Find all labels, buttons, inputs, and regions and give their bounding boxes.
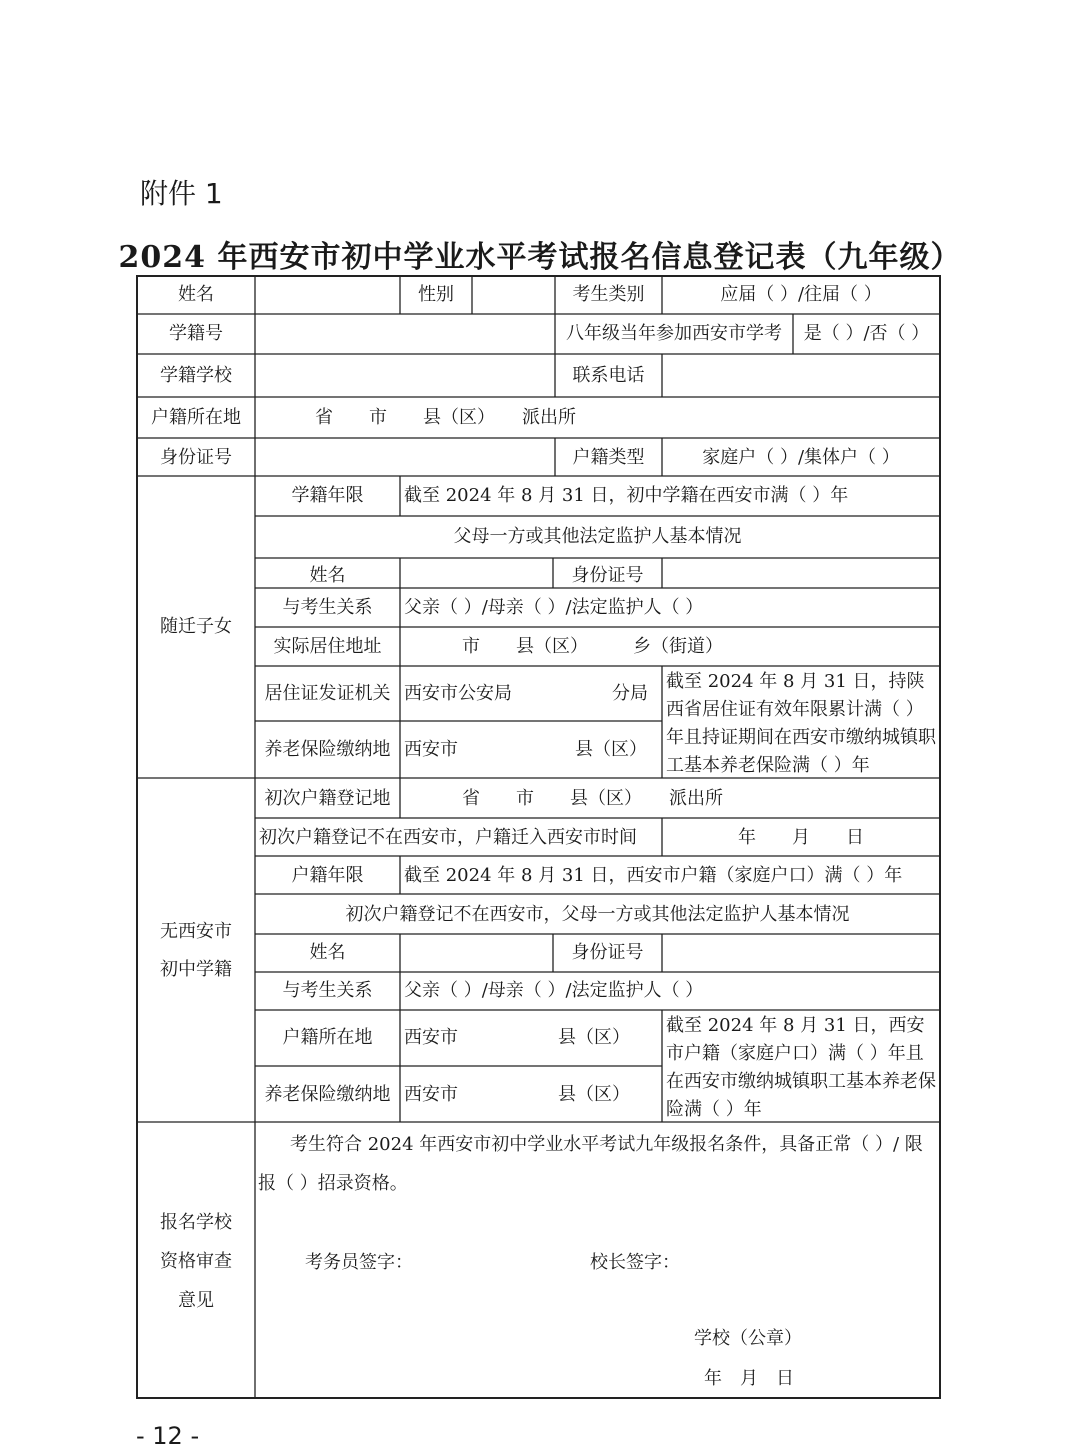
transfer-label: 初次户籍登记不在西安市，户籍迁入西安市时间 xyxy=(259,827,637,848)
migrant-address-template: 市 县（区） 乡（街道） xyxy=(462,636,723,657)
migrant-address-label: 实际居住地址 xyxy=(273,636,382,657)
nonlocal-relation-options: 父亲（ ）/母亲（ ）/法定监护人（ ） xyxy=(404,980,704,1001)
nonlocal-guardian-name-label: 姓名 xyxy=(309,942,346,963)
nonlocal-hukou-location-label: 户籍所在地 xyxy=(282,1027,373,1048)
transfer-date-template: 年 月 日 xyxy=(738,827,864,848)
migrant-guardian-name-label: 姓名 xyxy=(309,565,346,586)
migrant-enroll-years-text: 截至 2024 年 8 月 31 日，初中学籍在西安市满（ ）年 xyxy=(404,485,849,506)
phone-label: 联系电话 xyxy=(572,365,645,386)
nonlocal-relation-label: 与考生关系 xyxy=(282,980,373,1001)
review-date-template: 年 月 日 xyxy=(704,1368,794,1389)
migrant-pension-value: 西安市 xyxy=(404,739,458,760)
principal-sign-label: 校长签字： xyxy=(590,1252,680,1273)
school-label: 学籍学校 xyxy=(160,365,232,386)
school-seal-label: 学校（公章） xyxy=(694,1328,802,1349)
hukou-years-label: 户籍年限 xyxy=(291,865,364,886)
permit-issuer-label: 居住证发证机关 xyxy=(264,683,391,704)
migrant-guardian-id-label: 身份证号 xyxy=(571,565,644,586)
migrant-section-label: 随迁子女 xyxy=(160,616,232,637)
category-label: 考生类别 xyxy=(572,284,645,305)
hukou-type-label: 户籍类型 xyxy=(572,447,645,468)
review-label-line1: 报名学校 xyxy=(160,1212,232,1233)
nonlocal-hukou-location-suffix: 县（区） xyxy=(558,1027,630,1048)
migrant-enroll-years-label: 学籍年限 xyxy=(291,485,364,506)
nonlocal-hukou-location-value: 西安市 xyxy=(404,1027,458,1048)
hukou-location-label: 户籍所在地 xyxy=(151,407,241,428)
first-reg-label: 初次户籍登记地 xyxy=(264,788,391,809)
gender-label: 性别 xyxy=(418,284,454,305)
grade8-exam-options: 是（ ）/否（ ） xyxy=(803,323,930,344)
form-title: 2024 年西安市初中学业水平考试报名信息登记表（九年级） xyxy=(118,240,962,275)
permit-issuer-suffix: 分局 xyxy=(612,683,648,704)
nonlocal-guardian-id-label: 身份证号 xyxy=(571,942,644,963)
migrant-pension-label: 养老保险缴纳地 xyxy=(264,739,391,760)
review-label-line3: 意见 xyxy=(178,1290,214,1311)
migrant-relation-options: 父亲（ ）/母亲（ ）/法定监护人（ ） xyxy=(404,597,704,618)
officer-sign-label: 考务员签字： xyxy=(305,1252,413,1273)
nonlocal-pension-label: 养老保险缴纳地 xyxy=(264,1084,391,1105)
nonlocal-guardian-header: 初次户籍登记不在西安市，父母一方或其他法定监护人基本情况 xyxy=(345,904,850,925)
name-label: 姓名 xyxy=(178,284,214,305)
hukou-years-text: 截至 2024 年 8 月 31 日，西安市户籍（家庭户口）满（ ）年 xyxy=(404,865,903,886)
attachment-label: 附件 1 xyxy=(140,177,223,210)
review-statement-line1: 考生符合 2024 年西安市初中学业水平考试九年级报名条件，具备正常（ ）/ 限 xyxy=(290,1134,923,1155)
permit-note: 截至 2024 年 8 月 31 日，持陕西省居住证有效年限累计满（ ）年且持证期间在西安市缴纳城镇职工基本养老保险满（ ）年 xyxy=(666,671,936,776)
migrant-guardian-header: 父母一方或其他法定监护人基本情况 xyxy=(453,526,742,547)
review-label-line2: 资格审查 xyxy=(160,1251,232,1272)
migrant-pension-suffix: 县（区） xyxy=(575,739,647,760)
hukou-location-template: 省 市 县（区） 派出所 xyxy=(315,407,576,428)
review-statement-line2: 报（ ）招录资格。 xyxy=(258,1173,408,1194)
page-number: - 12 - xyxy=(136,1422,200,1450)
first-reg-template: 省 市 县（区） 派出所 xyxy=(462,788,723,809)
hukou-type-options: 家庭户（ ）/集体户（ ） xyxy=(702,447,900,468)
nonlocal-pension-suffix: 县（区） xyxy=(558,1084,630,1105)
nonlocal-pension-value: 西安市 xyxy=(404,1084,458,1105)
nonlocal-note: 截至 2024 年 8 月 31 日，西安市户籍（家庭户口）满（ ）年且在西安市缴纳城镇职工基本养老保险满（ ）年 xyxy=(666,1015,936,1120)
id-label: 身份证号 xyxy=(160,447,232,468)
migrant-relation-label: 与考生关系 xyxy=(282,597,373,618)
category-options: 应届（ ）/往届（ ） xyxy=(720,284,882,305)
nonlocal-section-label-line2: 初中学籍 xyxy=(160,959,232,980)
nonlocal-section-label-line1: 无西安市 xyxy=(160,921,232,942)
grade8-exam-label: 八年级当年参加西安市学考 xyxy=(566,323,782,344)
permit-issuer-value: 西安市公安局 xyxy=(404,683,512,704)
student-id-label: 学籍号 xyxy=(169,323,223,344)
